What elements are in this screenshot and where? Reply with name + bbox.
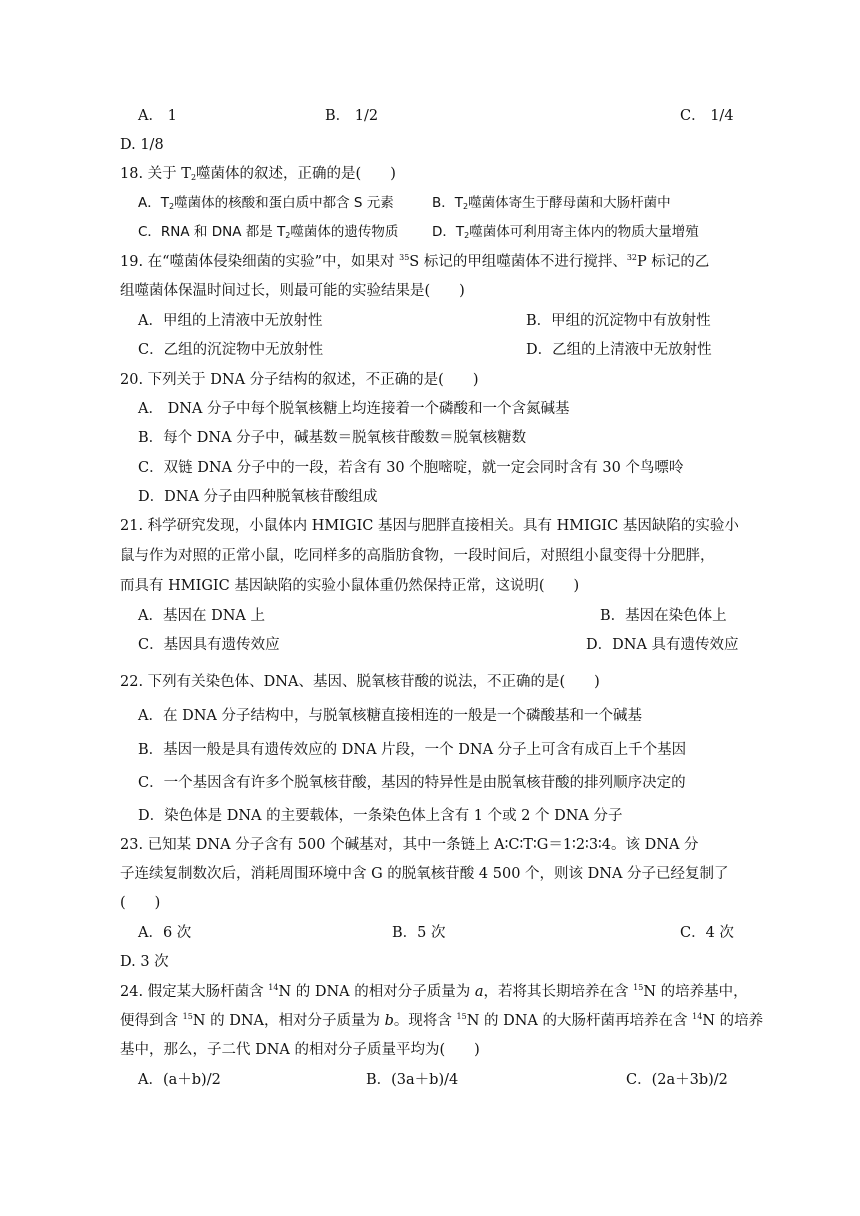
q22-option-d: D．染色体是 DNA 的主要载体，一条染色体上含有 1 个或 2 个 DNA 分子 (138, 808, 623, 824)
q24-stem-line2: 便得到含 $^{15}$N 的 DNA，相对分子质量为 b。现将含 $^{15}$N 的 DNA 的大肠杆菌再培养在含 $^{14}$N 的培养 (120, 1012, 764, 1029)
q19-option-d: D．乙组的上清液中无放射性 (526, 342, 712, 358)
q22-option-a: A．在 DNA 分子结构中，与脱氧核糖直接相连的一般是一个磷酸基和一个碱基 (138, 708, 642, 724)
q20-option-c: C．双链 DNA 分子中的一段，若含有 30 个胞嘧啶，就一定会同时含有 30 个鸟嘌呤 (138, 460, 684, 476)
q20-option-a: A． DNA 分子中每个脱氧核糖上均连接着一个磷酸和一个含氮碱基 (138, 401, 570, 417)
q24-option-b: B．(3a＋b)/4 (366, 1072, 459, 1088)
q19-stem-line1: 19. 在“噬菌体侵染细菌的实验”中，如果对 $^{35}$S 标记的甲组噬菌体不进行搅拌、$^{32}$P 标记的乙 (120, 253, 710, 270)
q19-stem-line2: 组噬菌体保温时间过长，则最可能的实验结果是( ) (120, 283, 465, 299)
q22-stem: 22. 下列有关染色体、DNA、基因、脱氧核苷酸的说法，不正确的是( ) (120, 674, 600, 690)
q22-option-c: C．一个基因含有许多个脱氧核苷酸，基因的特异性是由脱氧核苷酸的排列顺序决定的 (138, 775, 686, 791)
q24-option-c: C．(2a＋3b)/2 (626, 1072, 728, 1088)
q21-option-c: C．基因具有遗传效应 (138, 637, 280, 653)
q23-option-b: B．5 次 (392, 925, 446, 941)
q20-stem: 20. 下列关于 DNA 分子结构的叙述，不正确的是( ) (120, 372, 479, 388)
q17-option-b: B． 1/2 (325, 108, 379, 124)
q19-option-b: B．甲组的沉淀物中有放射性 (526, 313, 711, 329)
q23-stem-line1: 23. 已知某 DNA 分子含有 500 个碱基对，其中一条链上 A∶C∶T∶G＝1∶2∶3∶4。该 DNA 分 (120, 837, 699, 853)
q18-option-b: B．$T_2$噬菌体寄生于酵母菌和大肠杆菌中 (432, 195, 671, 211)
q17-option-c: C． 1/4 (680, 108, 734, 124)
q23-stem-line2: 子连续复制数次后，消耗周围环境中含 G 的脱氧核苷酸 4 500 个，则该 DNA 分子已经复制了 (120, 866, 729, 882)
q21-stem-line3: 而具有 HMIGIC 基因缺陷的实验小鼠体重仍然保持正常，这说明( ) (120, 578, 580, 594)
q17-option-a: A． 1 (138, 108, 177, 124)
q21-option-a: A．基因在 DNA 上 (138, 608, 265, 624)
q24-option-a: A．(a＋b)/2 (138, 1072, 221, 1088)
q23-option-d: D. 3 次 (120, 954, 169, 970)
q18-option-c: C．RNA 和 DNA 都是 $T_2$噬菌体的遗传物质 (138, 224, 399, 240)
q18-option-a: A．$T_2$噬菌体的核酸和蛋白质中都含 S 元素 (138, 195, 394, 211)
q20-option-d: D．DNA 分子由四种脱氧核苷酸组成 (138, 489, 378, 505)
q19-option-c: C．乙组的沉淀物中无放射性 (138, 342, 324, 358)
q17-option-d: D. 1/8 (120, 137, 164, 153)
q19-option-a: A．甲组的上清液中无放射性 (138, 313, 323, 329)
q18-option-d: D．$T_2$噬菌体可利用寄主体内的物质大量增殖 (432, 224, 699, 240)
q21-stem-line1: 21. 科学研究发现，小鼠体内 HMIGIC 基因与肥胖直接相关。具有 HMIGIC 基因缺陷的实验小 (120, 518, 739, 534)
q22-option-b: B．基因一般是具有遗传效应的 DNA 片段，一个 DNA 分子上可含有成百上千个基因 (138, 742, 687, 758)
q24-stem-line1: 24. 假定某大肠杆菌含 $^{14}$N 的 DNA 的相对分子质量为 a，若将其长期培养在含 $^{15}$N 的培养基中， (120, 983, 748, 1000)
q24-stem-line3: 基中，那么，子二代 DNA 的相对分子质量平均为( ) (120, 1042, 480, 1058)
q23-option-c: C．4 次 (680, 925, 734, 941)
q20-option-b: B．每个 DNA 分子中，碱基数＝脱氧核苷酸数＝脱氧核糖数 (138, 430, 527, 446)
q21-option-b: B．基因在染色体上 (600, 608, 727, 624)
q21-stem-line2: 鼠与作为对照的正常小鼠，吃同样多的高脂肪食物，一段时间后，对照组小鼠变得十分肥胖， (120, 548, 715, 564)
q21-option-d: D．DNA 具有遗传效应 (586, 637, 739, 653)
q18-stem: 18. 关于 $T_2$噬菌体的叙述，正确的是( ) (120, 166, 396, 182)
q23-stem-line3: ( ) (120, 895, 161, 911)
q23-option-a: A．6 次 (138, 925, 192, 941)
